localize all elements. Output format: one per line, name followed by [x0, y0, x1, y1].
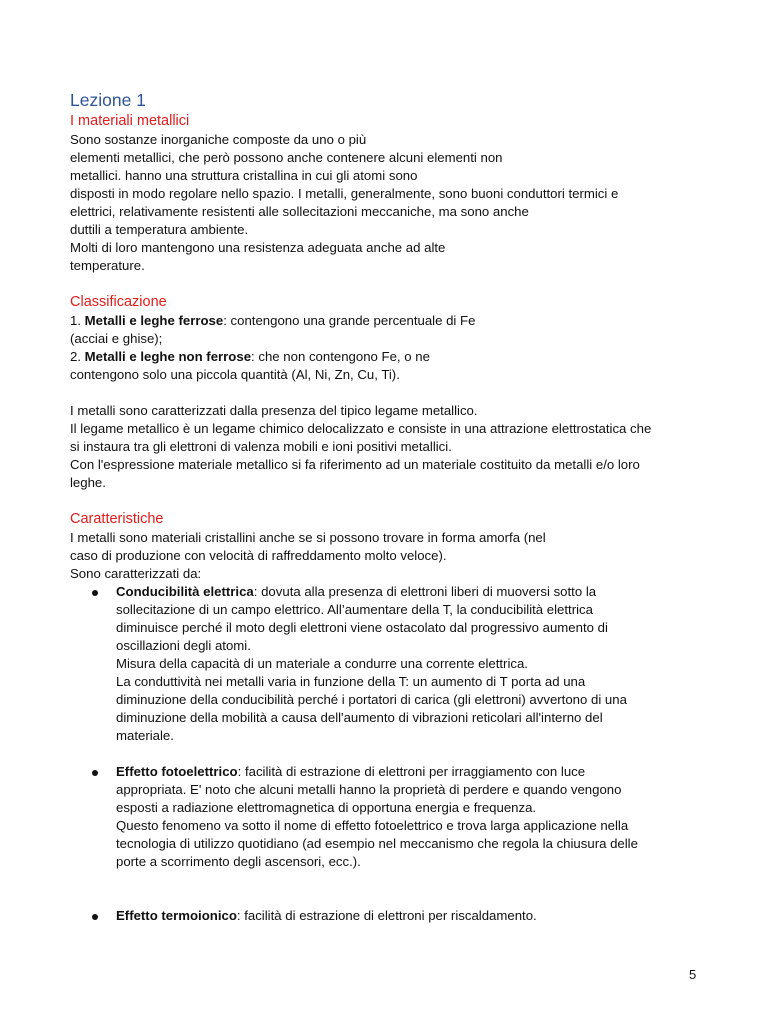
bullet-icon: [92, 770, 98, 776]
paragraph-line: Il legame metallico è un legame chimico delocalizzato e consiste in una attrazione elettrostatica che: [70, 421, 652, 436]
bullet-item-termoionico: [70, 907, 710, 925]
bullet-line: diminuzione della conducibilità perché i portatori di carica (gli elettroni) avvertono di una: [116, 692, 627, 707]
bullet-item-fotoelettrico: [70, 763, 710, 871]
classification-item-1: [70, 312, 710, 330]
section-title-caratteristiche: Caratteristiche: [70, 511, 164, 527]
bullet-term: Conducibilità elettrica: [116, 584, 254, 599]
paragraph-line: si instaura tra gli elettroni di valenza mobili e ioni positivi metallici.: [70, 439, 452, 454]
spacer: [70, 384, 710, 402]
paragraph-line: contengono solo una piccola quantità (Al, Ni, Zn, Cu, Ti).: [70, 367, 400, 382]
section-caratteristiche: [70, 510, 710, 925]
bullet-icon: [92, 914, 98, 920]
document-page: [70, 88, 710, 925]
spacer: [70, 745, 710, 763]
paragraph-line: elettrici, relativamente resistenti alle sollecitazioni meccaniche, ma sono anche: [70, 204, 529, 219]
item-term: Metalli e leghe non ferrose: [84, 349, 252, 364]
paragraph-line: elementi metallici, che però possono anche contenere alcuni elementi non: [70, 150, 503, 165]
section-title-materiali-metallici: I materiali metallici: [70, 113, 190, 129]
section-materiali-metallici: [70, 112, 710, 275]
paragraph-line: metallici. hanno una struttura cristallina in cui gli atomi sono: [70, 168, 418, 183]
bullet-line: diminuzione della mobilità a causa dell'aumento di vibrazioni reticolari all'interno del: [116, 710, 603, 725]
paragraph-line: caso di produzione con velocità di raffreddamento molto veloce).: [70, 548, 447, 563]
bullet-line: oscillazioni degli atomi.: [116, 638, 251, 653]
bullet-description: : dovuta alla presenza di elettroni liberi di muoversi sotto la: [253, 584, 597, 599]
bullet-line: sollecitazione di un campo elettrico. All’aumentare della T, la conducibilità elettrica: [116, 602, 593, 617]
bullet-line: materiale.: [116, 728, 174, 743]
bullet-list: [70, 583, 710, 925]
paragraph-line: I metalli sono materiali cristallini anche se si possono trovare in forma amorfa (nel: [70, 530, 546, 545]
bullet-first-line: [116, 583, 710, 601]
bullet-line: appropriata. E' noto che alcuni metalli hanno la proprietà di perdere e quando vengono: [116, 782, 622, 797]
spacer: [70, 871, 710, 889]
item-number: 2.: [70, 349, 85, 364]
lesson-title: Lezione 1: [70, 90, 146, 110]
paragraph-line: Sono sostanze inorganiche composte da uno o più: [70, 132, 367, 147]
bullet-first-line: [116, 907, 710, 925]
bullet-line: Questo fenomeno va sotto il nome di effetto fotoelettrico e trova larga applicazione nella: [116, 818, 629, 833]
bullet-description: : facilità di estrazione di elettroni per irraggiamento con luce: [237, 764, 586, 779]
paragraph-line: Molti di loro mantengono una resistenza adeguata anche ad alte: [70, 240, 446, 255]
paragraph-line: Con l'espressione materiale metallico si fa riferimento ad un materiale costituito da metalli e/o loro: [70, 457, 640, 472]
section-classificazione: [70, 293, 710, 492]
paragraph-line: disposti in modo regolare nello spazio. I metalli, generalmente, sono buoni conduttori termici e: [70, 186, 619, 201]
bullet-description: : facilità di estrazione di elettroni per riscaldamento.: [236, 908, 537, 923]
spacer: [70, 275, 710, 293]
paragraph-line: duttili a temperatura ambiente.: [70, 222, 249, 237]
bullet-item-conducibilita: [70, 583, 710, 745]
spacer: [70, 492, 710, 510]
paragraph-line: (acciai e ghise);: [70, 331, 163, 346]
item-number: 1.: [70, 313, 85, 328]
paragraph-line: leghe.: [70, 475, 106, 490]
item-term: Metalli e leghe ferrose: [84, 313, 224, 328]
section-title-classificazione: Classificazione: [70, 294, 167, 310]
bullet-line: La conduttività nei metalli varia in funzione della T: un aumento di T porta ad una: [116, 674, 586, 689]
page-number: 5: [689, 967, 697, 982]
classification-item-2: [70, 348, 710, 366]
bullet-line: Misura della capacità di un materiale a condurre una corrente elettrica.: [116, 656, 528, 671]
spacer: [70, 889, 710, 907]
paragraph-line: I metalli sono caratterizzati dalla presenza del tipico legame metallico.: [70, 403, 478, 418]
bullet-term: Effetto termoionico: [116, 908, 237, 923]
bullet-term: Effetto fotoelettrico: [116, 764, 238, 779]
paragraph-line: Sono caratterizzati da:: [70, 566, 202, 581]
bullet-line: diminuisce perché il moto degli elettroni viene ostacolato dal progressivo aumento di: [116, 620, 608, 635]
paragraph-line: temperature.: [70, 258, 145, 273]
bullet-line: porte a scorrimento degli ascensori, ecc.).: [116, 854, 361, 869]
bullet-icon: [92, 590, 98, 596]
bullet-first-line: [116, 763, 710, 781]
item-description: : contengono una grande percentuale di Fe: [223, 313, 476, 328]
bullet-line: tecnologia di utilizzo quotidiano (ad esempio nel meccanismo che regola la chiusura delle: [116, 836, 638, 851]
item-description: : che non contengono Fe, o ne: [251, 349, 430, 364]
bullet-line: esposti a radiazione elettromagnetica di opportuna energia e frequenza.: [116, 800, 537, 815]
